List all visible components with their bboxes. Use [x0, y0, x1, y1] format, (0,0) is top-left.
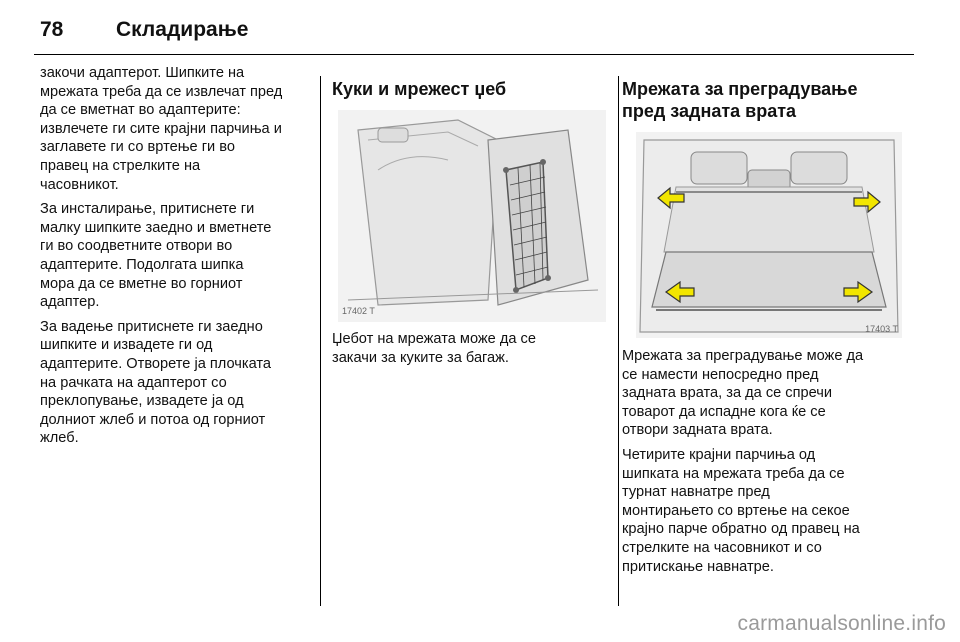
page-number: 78 [40, 18, 64, 41]
paragraph: За вадење притиснете ги заедно шипките и извадете ги од адаптерите. Отворете ја плочката на рачката на адаптерот со преклопување, извадете ја од долниот жлеб и потоа од горниот жлеб. [40, 318, 272, 447]
section-heading: Мрежата за преградување пред задната врата [622, 79, 858, 121]
cargo-net-pocket-illustration [338, 110, 606, 322]
figure-code: 17403 T [865, 324, 898, 334]
paragraph: Мрежата за преградување може да се намести непосредно пред задната врата, за да се спречи товарот да испадне кога ќе се отвори задната врата. [622, 348, 864, 439]
figure-caption: Џебот на мрежата може да се закачи за куките за багаж. [332, 331, 536, 366]
cargo-net-pocket-drawing [338, 110, 606, 322]
figure-code: 17402 T [342, 306, 375, 316]
partition-net-illustration [636, 132, 902, 338]
partition-net-drawing [636, 132, 902, 338]
column-left [40, 64, 310, 454]
paragraph: Четирите крајни парчиња од шипката на мрежата треба да се турнат навнатре пред монтирањето со вртење на секое крајно парче обратно од правец на стрелките на часовникот и со притискање навнатре. [622, 446, 860, 575]
column-right-text [622, 347, 906, 582]
column-middle [332, 78, 608, 100]
paragraph: За инсталирање, притиснете ги малку шипките заедно и вметнете ги во соодветните отвори во адаптерите. Подолгата шипка мора да се вметне во горниот адаптер. [40, 201, 272, 311]
column-divider-right [618, 76, 619, 606]
watermark: carmanualsonline.info [737, 612, 946, 635]
section-heading: Куки и мрежест џеб [332, 79, 507, 99]
column-divider-left [320, 76, 321, 606]
paragraph: закочи адаптерот. Шипките на мрежата треба да се извлечат пред да се вметнат во адаптерите: извлечете ги сите крајни парчиња и заглавете ги со вртење ги во правец на стрелките на часовникот. [40, 65, 283, 193]
figure-caption-block [332, 330, 608, 373]
header-rule [34, 54, 914, 55]
section-title: Складирање [116, 18, 249, 41]
column-right-heading [622, 78, 906, 122]
page-header [34, 14, 914, 50]
